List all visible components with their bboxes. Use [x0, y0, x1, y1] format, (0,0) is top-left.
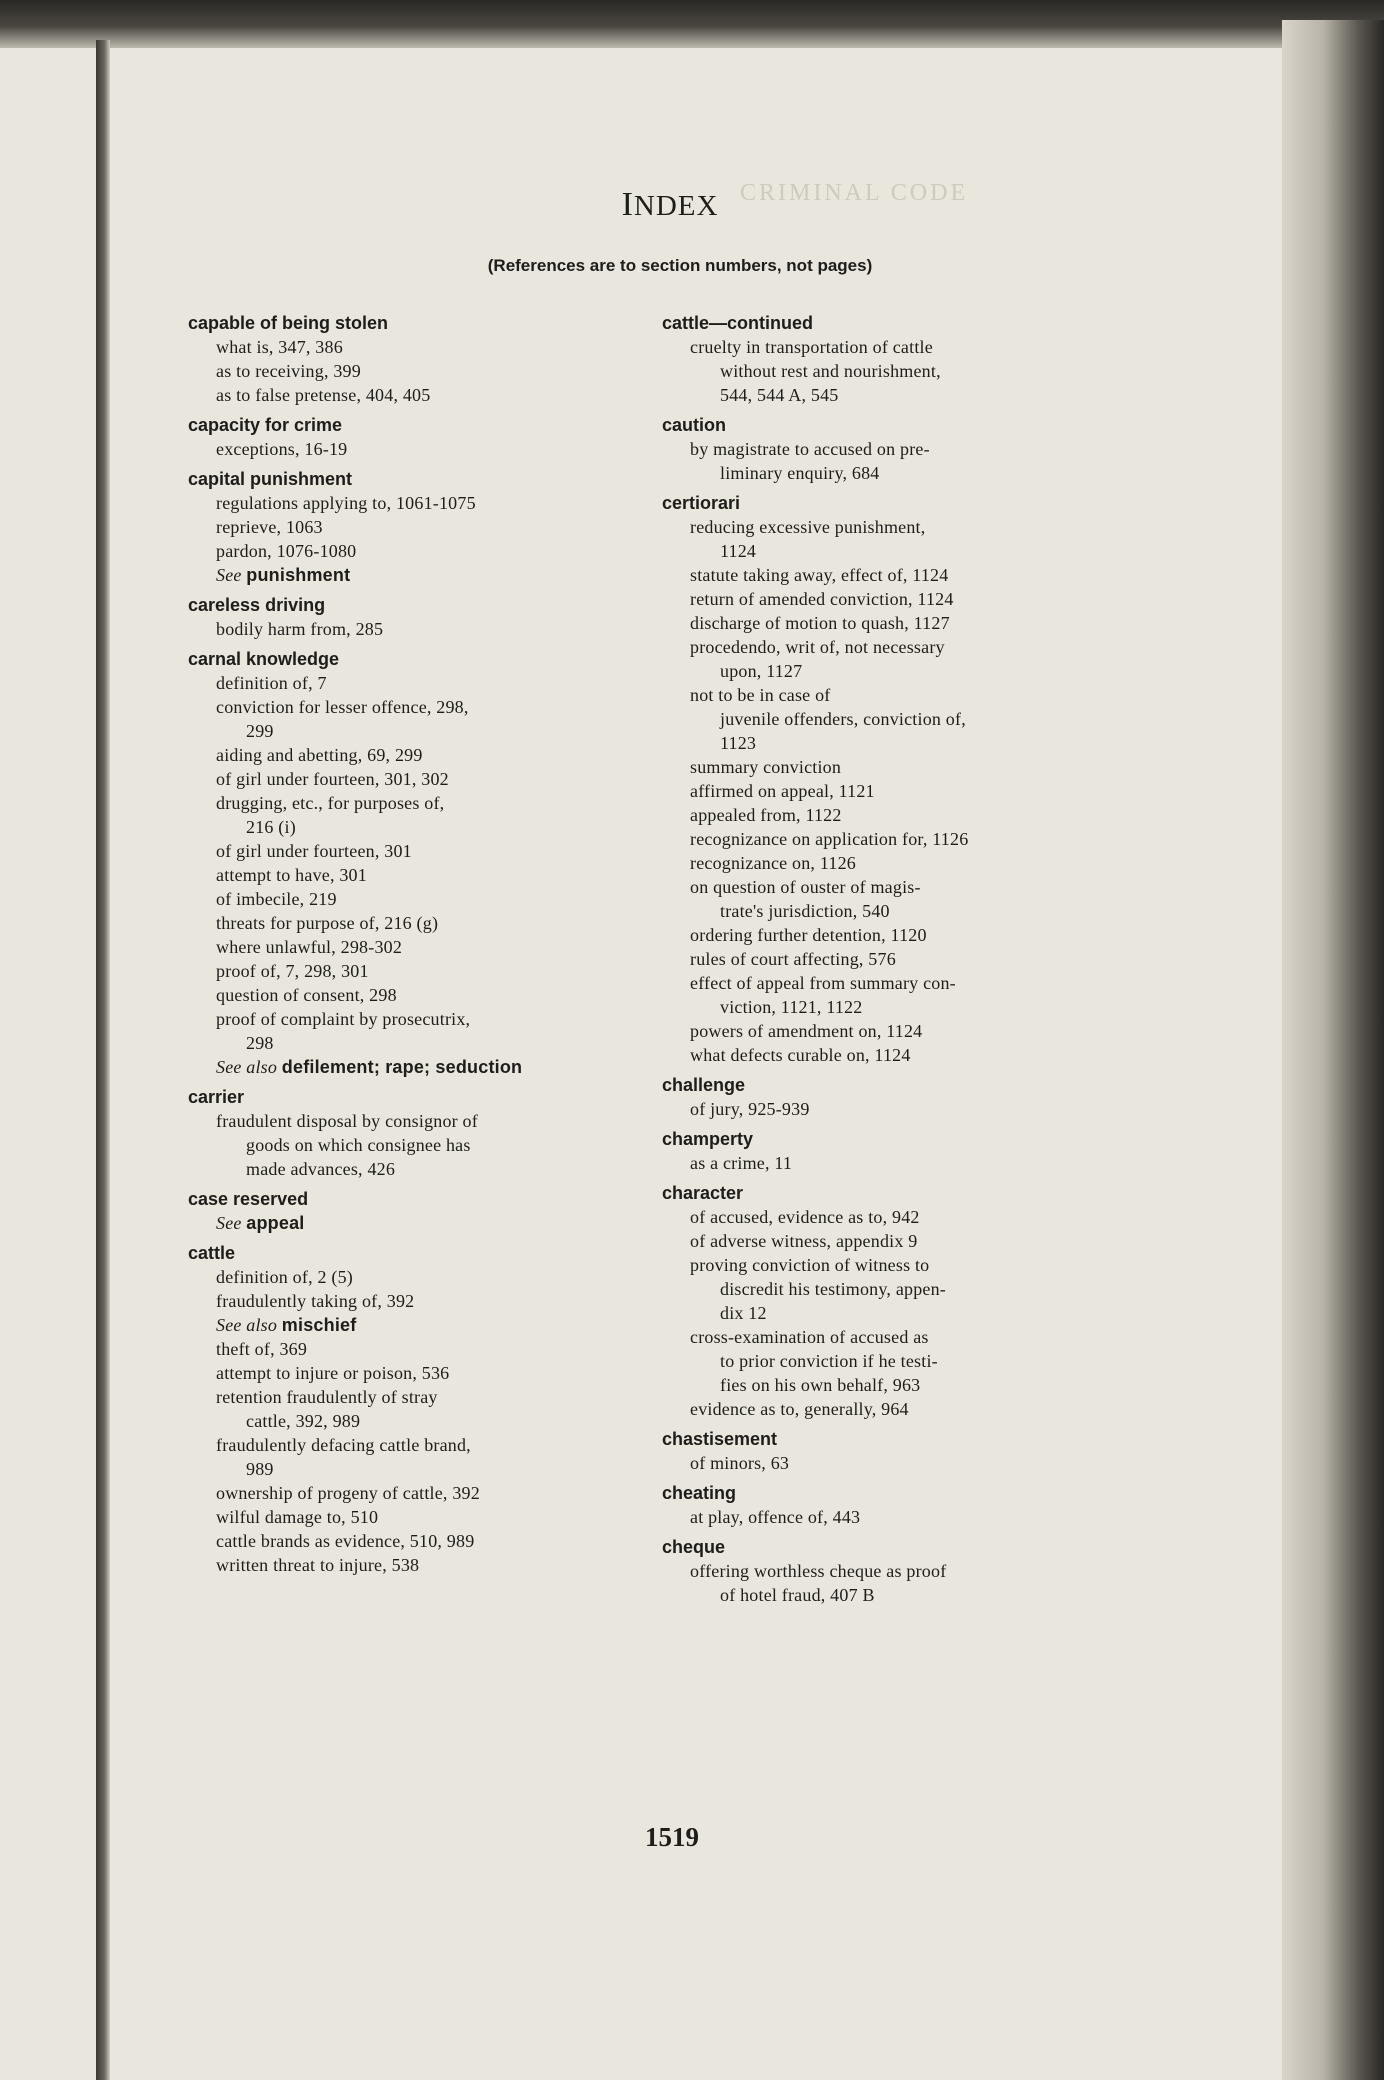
index-subentry: rules of court affecting, 576 — [690, 949, 896, 969]
index-subentry: of adverse witness, appendix 9 — [690, 1231, 918, 1251]
index-subentry: where unlawful, 298-302 — [216, 937, 403, 957]
index-entry — [662, 1535, 1127, 1607]
index-subentry: exceptions, 16-19 — [216, 439, 348, 459]
see-reference — [188, 1211, 648, 1235]
index-subentry-continuation: of hotel fraud, 407 B — [720, 1585, 875, 1605]
index-subentry: by magistrate to accused on pre- — [690, 439, 930, 459]
index-subentry: drugging, etc., for purposes of, — [216, 793, 445, 813]
index-headword: capacity for crime — [188, 415, 343, 435]
index-subentry: cattle brands as evidence, 510, 989 — [216, 1531, 475, 1551]
left-binding-edge — [96, 40, 110, 2080]
index-subentry: discharge of motion to quash, 1127 — [690, 613, 950, 633]
index-subentry: written threat to injure, 538 — [216, 1555, 420, 1575]
index-entry — [188, 1187, 648, 1235]
index-entry — [662, 1073, 1127, 1121]
see-reference — [188, 1055, 648, 1079]
index-subentry: of jury, 925-939 — [690, 1099, 810, 1119]
index-entry — [662, 1427, 1127, 1475]
index-subentry: definition of, 7 — [216, 673, 327, 693]
index-entry — [188, 1085, 648, 1181]
index-entry — [188, 1241, 648, 1577]
index-headword: capital punishment — [188, 469, 353, 489]
index-subentry: threats for purpose of, 216 (g) — [216, 913, 439, 933]
index-subentry: what is, 347, 386 — [216, 337, 343, 357]
index-headword: careless driving — [188, 595, 326, 615]
see-label: See also — [216, 1057, 282, 1077]
index-subentry-continuation: 216 (i) — [246, 817, 296, 837]
index-subentry: conviction for lesser offence, 298, — [216, 697, 469, 717]
see-label: See — [216, 565, 247, 585]
index-subentry: affirmed on appeal, 1121 — [690, 781, 875, 801]
see-label: See also — [216, 1315, 282, 1335]
index-subentry-continuation: dix 12 — [720, 1303, 767, 1323]
index-subentry: cruelty in transportation of cattle — [690, 337, 933, 357]
index-subentry-continuation: made advances, 426 — [246, 1159, 396, 1179]
index-headword: chastisement — [662, 1429, 778, 1449]
index-headword: cheating — [662, 1483, 737, 1503]
index-headword: cattle — [188, 1243, 236, 1263]
index-subentry: of girl under fourteen, 301 — [216, 841, 412, 861]
index-subentry: powers of amendment on, 1124 — [690, 1021, 923, 1041]
index-headword: cattle—continued — [662, 313, 814, 333]
index-subentry: proving conviction of witness to — [690, 1255, 930, 1275]
index-subentry: pardon, 1076-1080 — [216, 541, 357, 561]
see-label: See — [216, 1213, 247, 1233]
index-subentry-continuation: without rest and nourishment, — [720, 361, 941, 381]
index-entry — [662, 1181, 1127, 1421]
index-subentry: cross-examination of accused as — [690, 1327, 929, 1347]
index-subentry-continuation: 544, 544 A, 545 — [720, 385, 839, 405]
index-subentry: summary conviction — [690, 757, 842, 777]
see-target: punishment — [246, 565, 351, 585]
index-subentry: reprieve, 1063 — [216, 517, 323, 537]
title-rest: NDEX — [633, 190, 719, 222]
index-column-left — [188, 305, 648, 1577]
index-subentry: on question of ouster of magis- — [690, 877, 921, 897]
index-subentry-continuation: liminary enquiry, 684 — [720, 463, 880, 483]
index-subentry: what defects curable on, 1124 — [690, 1045, 911, 1065]
index-entry — [662, 413, 1127, 485]
index-subentry: recognizance on application for, 1126 — [690, 829, 969, 849]
top-book-edge — [0, 0, 1384, 48]
index-headword: cheque — [662, 1537, 726, 1557]
see-target: appeal — [246, 1213, 305, 1233]
index-subentry-continuation: cattle, 392, 989 — [246, 1411, 361, 1431]
index-entry — [188, 467, 648, 587]
index-subentry: aiding and abetting, 69, 299 — [216, 745, 423, 765]
index-entry — [662, 311, 1127, 407]
index-subentry: not to be in case of — [690, 685, 831, 705]
see-target: mischief — [281, 1315, 357, 1335]
index-entry — [188, 413, 648, 461]
index-subentry: of minors, 63 — [690, 1453, 790, 1473]
index-column-right — [662, 305, 1127, 1607]
index-headword: caution — [662, 415, 727, 435]
index-subentry: offering worthless cheque as proof — [690, 1561, 947, 1581]
index-headword: case reserved — [188, 1189, 309, 1209]
index-headword: carrier — [188, 1087, 245, 1107]
index-subentry: fraudulent disposal by consignor of — [216, 1111, 478, 1131]
index-subentry: statute taking away, effect of, 1124 — [690, 565, 949, 585]
index-subentry-continuation: juvenile offenders, conviction of, — [720, 709, 966, 729]
index-headword: carnal knowledge — [188, 649, 340, 669]
index-entry — [188, 593, 648, 641]
right-page-stack — [1282, 20, 1384, 2080]
index-subentry-continuation: trate's jurisdiction, 540 — [720, 901, 890, 921]
index-subentry: evidence as to, generally, 964 — [690, 1399, 909, 1419]
index-subentry-continuation: viction, 1121, 1122 — [720, 997, 863, 1017]
index-subentry: procedendo, writ of, not necessary — [690, 637, 945, 657]
see-reference — [188, 1313, 648, 1337]
index-subentry: return of amended conviction, 1124 — [690, 589, 954, 609]
index-headword: champerty — [662, 1129, 754, 1149]
index-subentry-continuation: 989 — [246, 1459, 274, 1479]
index-headword: capable of being stolen — [188, 313, 389, 333]
page-subtitle: (References are to section numbers, not pages) — [487, 256, 873, 275]
index-entry — [662, 1481, 1127, 1529]
index-subentry: fraudulently defacing cattle brand, — [216, 1435, 471, 1455]
index-entry — [662, 1127, 1127, 1175]
index-subentry: ownership of progeny of cattle, 392 — [216, 1483, 480, 1503]
index-subentry: effect of appeal from summary con- — [690, 973, 956, 993]
index-subentry: bodily harm from, 285 — [216, 619, 384, 639]
index-entry — [662, 491, 1127, 1067]
index-subentry: retention fraudulently of stray — [216, 1387, 438, 1407]
index-headword: certiorari — [662, 493, 741, 513]
index-subentry: of imbecile, 219 — [216, 889, 337, 909]
index-subentry: fraudulently taking of, 392 — [216, 1291, 415, 1311]
index-subentry: proof of, 7, 298, 301 — [216, 961, 369, 981]
index-subentry-continuation: goods on which consignee has — [246, 1135, 471, 1155]
index-subentry-continuation: 1123 — [720, 733, 757, 753]
page-number: 1519 — [645, 1822, 699, 1852]
page-title — [520, 186, 820, 224]
index-subentry: of accused, evidence as to, 942 — [690, 1207, 920, 1227]
index-subentry: attempt to have, 301 — [216, 865, 367, 885]
index-subentry: as a crime, 11 — [690, 1153, 793, 1173]
index-subentry-continuation: 298 — [246, 1033, 274, 1053]
index-subentry: at play, offence of, 443 — [690, 1507, 861, 1527]
index-subentry: attempt to injure or poison, 536 — [216, 1363, 450, 1383]
index-subentry: reducing excessive punishment, — [690, 517, 926, 537]
index-subentry-continuation: fies on his own behalf, 963 — [720, 1375, 921, 1395]
index-subentry: regulations applying to, 1061-1075 — [216, 493, 476, 513]
see-reference — [188, 563, 648, 587]
index-subentry: definition of, 2 (5) — [216, 1267, 353, 1287]
index-subentry: appealed from, 1122 — [690, 805, 842, 825]
bleed-through-title: CRIMINAL CODE — [740, 180, 969, 206]
index-subentry: of girl under fourteen, 301, 302 — [216, 769, 449, 789]
index-subentry: proof of complaint by prosecutrix, — [216, 1009, 471, 1029]
index-subentry-continuation: to prior conviction if he testi- — [720, 1351, 938, 1371]
index-subentry-continuation: 299 — [246, 721, 274, 741]
index-headword: challenge — [662, 1075, 746, 1095]
index-subentry: ordering further detention, 1120 — [690, 925, 927, 945]
index-subentry: theft of, 369 — [216, 1339, 308, 1359]
see-target: defilement; rape; seduction — [281, 1057, 523, 1077]
index-subentry: question of consent, 298 — [216, 985, 397, 1005]
index-subentry-continuation: upon, 1127 — [720, 661, 803, 681]
index-subentry: as to false pretense, 404, 405 — [216, 385, 431, 405]
index-headword: character — [662, 1183, 744, 1203]
index-entry — [188, 311, 648, 407]
index-subentry-continuation: 1124 — [720, 541, 757, 561]
index-entry — [188, 647, 648, 1079]
index-subentry-continuation: discredit his testimony, appen- — [720, 1279, 946, 1299]
title-initial: I — [621, 186, 634, 223]
index-subentry: as to receiving, 399 — [216, 361, 361, 381]
index-subentry: recognizance on, 1126 — [690, 853, 856, 873]
index-subentry: wilful damage to, 510 — [216, 1507, 379, 1527]
